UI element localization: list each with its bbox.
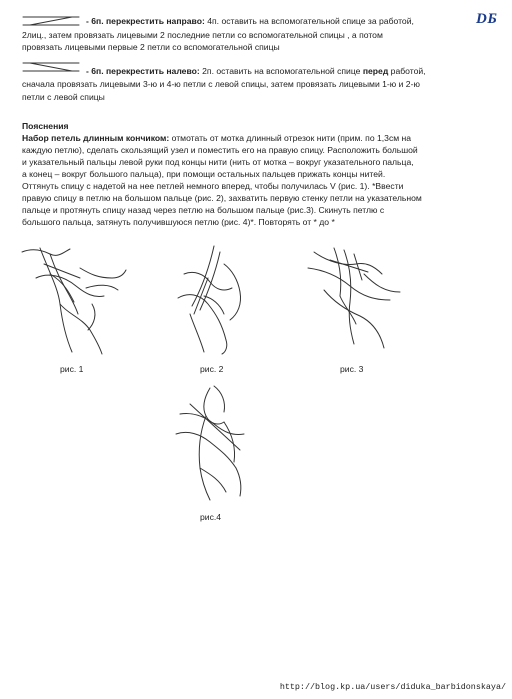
explanation-heading	[22, 121, 69, 132]
figure-4-hand-drawing	[170, 384, 258, 504]
rule2-line2: сначала провязать лицевыми 3-ю и 4-ю петли с левой спицы, затем провязать лицевыми 1-ю и 2-ю	[22, 79, 420, 89]
rule2-line1-bold: перед	[362, 66, 389, 76]
cross-left-symbol-icon	[22, 62, 80, 72]
figure-3-hand-drawing	[304, 244, 408, 356]
rule2-line1-text-a: 2п. оставить на вспомогательной спице	[199, 66, 363, 76]
explanation-line-2: и указательный пальцы левой руки под концы нити (нить от мотка – вокруг указательного пальца,	[22, 157, 414, 167]
rule1-title: - 6п. перекрестить направо:	[86, 16, 205, 26]
explanation-line-1: каждую петлю), сделать скользящий узел и поместить его на правую спицу. Расположить большой	[22, 145, 418, 155]
explanation-line-6: пальце и протянуть спицу назад через петлю на большом пальце (рис.3). Скинуть петлю с	[22, 205, 385, 215]
figure-1-hand-drawing	[20, 244, 128, 356]
cross-right-symbol-icon	[22, 16, 80, 26]
explanation-line-0-text: отмотать от мотка длинный отрезок нити (прим. по 1,3см на	[169, 133, 412, 143]
header-mark: DБ	[476, 11, 498, 27]
explanation-heading-text: Пояснения	[22, 121, 69, 131]
rule2-title: - 6п. перекрестить налево:	[86, 66, 200, 76]
figure-4-caption: рис.4	[200, 512, 222, 522]
explanation-line-3: а конец – вокруг большого пальца), при помощи остальных пальцев прижать концы нитей.	[22, 169, 386, 179]
figure-2-hand-drawing	[164, 244, 264, 356]
explanation-line-5: правую спицу в петлю на большом пальце (рис. 2), захватить первую стенку петли на указательном	[22, 193, 422, 203]
rule1-line1	[86, 16, 414, 27]
figure-2-caption: рис. 2	[200, 364, 224, 374]
rule2-line1-text-b: работой,	[388, 66, 426, 76]
explanation-line-4: Оттянуть спицу с надетой на нее петлей немного вперед, чтобы получилась V (рис. 1). *Ввести	[22, 181, 404, 191]
figure-3-caption: рис. 3	[340, 364, 364, 374]
footer-url: http://blog.kp.ua/users/diduka_barbidonskaya/	[279, 681, 506, 692]
rule1-line1-text: 4п. оставить на вспомогательной спице за работой,	[204, 16, 414, 26]
rule1-line2: 2лиц., затем провязать лицевыми 2 последние петли со вспомогательной спицы , а потом	[22, 30, 383, 40]
rule1-line3: провязать лицевыми первые 2 петли со вспомогательной спицы	[22, 42, 280, 52]
rule2-line3: петли с левой спицы	[22, 92, 105, 102]
explanation-line-7: большого пальца, затянуть получившуюся петлю (рис. 4)*. Повторять от * до *	[22, 217, 335, 227]
rule2-line1	[86, 66, 426, 77]
explanation-line-0	[22, 133, 411, 144]
figure-1-caption: рис. 1	[60, 364, 84, 374]
explanation-subheading: Набор петель длинным кончиком:	[22, 133, 170, 143]
